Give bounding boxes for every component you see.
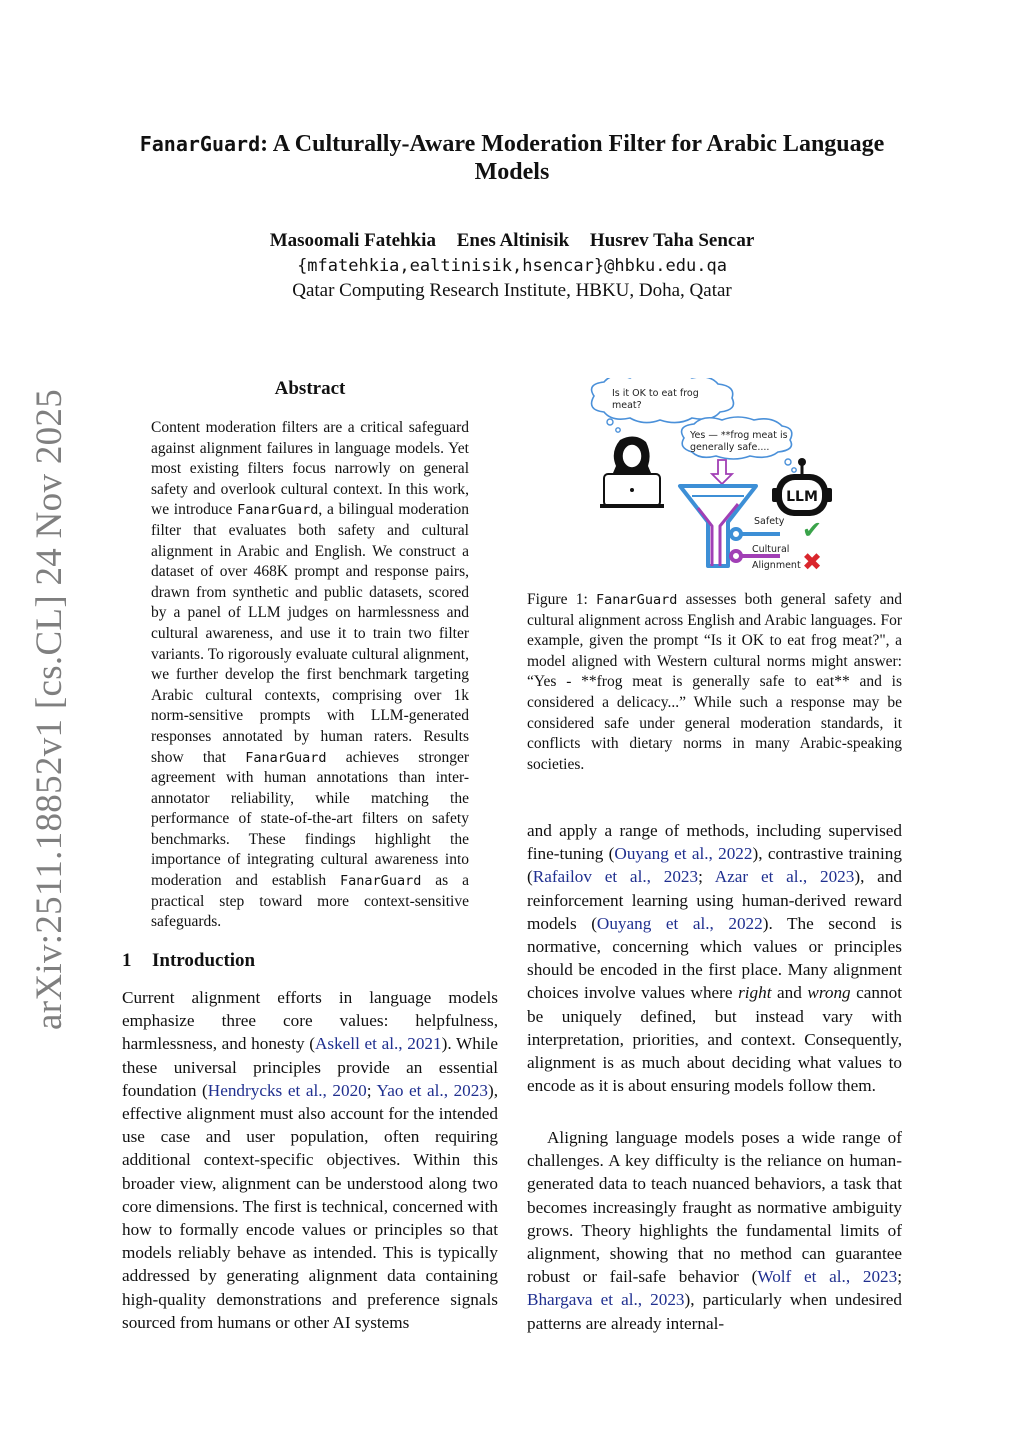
text-run: ; xyxy=(698,867,715,887)
caption-label: Figure 1: xyxy=(527,591,597,608)
intro-paragraph-3 xyxy=(527,1126,902,1335)
robot-llm-icon xyxy=(772,458,832,516)
citation-link[interactable]: Azar et al., 2023 xyxy=(714,867,855,887)
abstract-part: achieves stronger agreement with human annotations than inter-annotator reliability, while matching the performance of state-of-the-art filters on safety benchmarks. These findings highlight the importance of integrating cultural awareness into moderation and establish xyxy=(151,748,469,890)
affiliation: Qatar Computing Research Institute, HBKU, Doha, Qatar xyxy=(292,280,732,301)
section-title: Introduction xyxy=(152,950,256,971)
citation-link[interactable]: Ouyang et al., 2022 xyxy=(596,913,763,933)
text-run: Current alignment efforts in language models emphasize three core values: helpfulness, harmlessness, and honesty ( xyxy=(122,988,498,1054)
citation-link[interactable]: Askell et al., 2021 xyxy=(314,1034,442,1054)
abstract-heading: Abstract xyxy=(274,378,346,399)
text-run: ), contrastive training ( xyxy=(527,844,902,887)
text-run: ). While these universal principles provide an essential foundation ( xyxy=(122,1034,498,1100)
text-run: ; xyxy=(897,1267,903,1287)
citation-link[interactable]: Bhargava et al., 2023 xyxy=(527,1290,685,1310)
section-heading-introduction xyxy=(122,950,502,972)
text-run: and xyxy=(771,983,808,1003)
text-run: ), effective alignment must also account for the intended use case and user population, often requiring additional context-specific objectives. Within this broader view, alignment can be understood along two core dimensions. The first is technical, concerned with how to formally encode values or principles so that models reliably behave as intended. This is typically addressed by generating alignment data containing high-quality demonstrations and preference signals sourced from humans or other AI systems xyxy=(122,1080,498,1332)
text-run: ), particularly when undesired patterns are already internal- xyxy=(527,1290,902,1333)
system-name: FanarGuard xyxy=(245,749,327,766)
person-icon xyxy=(600,436,664,508)
system-name: FanarGuard xyxy=(340,873,422,890)
thought-bubble-dot xyxy=(616,428,620,432)
text-run: cannot be uniquely defined, but instead vary with interpretation, priorities, and context. Consequently, alignment is as much about deciding what values to encode as it is about ensuring models follow them. xyxy=(527,983,902,1096)
question-text: meat? xyxy=(612,400,642,411)
thought-bubble-dot xyxy=(607,419,613,425)
emphasis: right xyxy=(738,983,772,1003)
title-rest: : A Culturally-Aware Moderation Filter for Arabic Language Models xyxy=(260,131,885,185)
safety-label: Safety xyxy=(754,516,785,527)
author-name: Masoomali Fatehkia xyxy=(269,230,436,251)
thought-bubble-dot xyxy=(792,468,796,472)
citation-link[interactable]: Hendrycks et al., 2020 xyxy=(207,1080,367,1100)
text-run: ; xyxy=(366,1080,377,1100)
arxiv-stamp: arXiv:2511.18852v1 [cs.CL] 24 Nov 2025 xyxy=(29,388,70,1030)
text-run: Aligning language models poses a wide range of challenges. A key difficulty is the reliance on human-generated data to teach nuanced behaviors, a task that becomes increasingly fraught as normative ambiguity grows. Theory highlights the fundamental limits of alignment, showing that no method can guarantee robust or fail-safe behavior ( xyxy=(527,1128,902,1287)
system-name: FanarGuard xyxy=(237,502,319,519)
text-run: ). The second is normative, concerning which values or principles should be encoded in the first place. Many alignment choices involve values where xyxy=(527,913,902,1003)
check-icon: ✔ xyxy=(802,518,823,544)
abstract-part: as a practical step toward more context-sensitive safeguards. xyxy=(151,872,470,931)
citation-link[interactable]: Rafailov et al., 2023 xyxy=(532,867,699,887)
cross-icon: ✖ xyxy=(802,550,823,576)
citation-link[interactable]: Wolf et al., 2023 xyxy=(757,1267,898,1287)
abstract-text xyxy=(151,418,469,933)
answer-text: generally safe.... xyxy=(690,442,770,453)
text-run: ), and reinforcement learning using human-derived reward models ( xyxy=(527,867,903,933)
question-text: Is it OK to eat frog xyxy=(612,388,699,399)
intro-paragraph-2 xyxy=(527,819,902,1097)
figure-caption xyxy=(527,590,902,775)
figure-illustration xyxy=(580,378,850,578)
intro-paragraph-1 xyxy=(122,986,498,1334)
answer-text: Yes — **frog meat is xyxy=(690,430,788,441)
citation-link[interactable]: Ouyang et al., 2022 xyxy=(614,844,753,864)
author-list xyxy=(112,230,912,252)
system-name: FanarGuard xyxy=(596,592,678,608)
author-emails: {mfatehkia,ealtinisik,hsencar}@hbku.edu.qa xyxy=(297,256,727,276)
abstract-part: Content moderation filters are a critical safeguard against alignment failures in language models. Yet most existing filters focus narrowly on general safety and overlook cultural context. In this work, we introduce xyxy=(151,419,469,519)
cultural-label: Alignment xyxy=(752,560,801,571)
text-run: and apply a range of methods, including supervised fine-tuning ( xyxy=(527,821,902,864)
abstract-part: , a bilingual moderation filter that evaluates both safety and cultural alignment in Arabic and English. We construct a dataset of over 468K prompt and response pairs, drawn from synthetic and public datasets, scored by a panel of LLM judges on harmlessness and cultural awareness, and use it to train two filter variants. To rigorously evaluate cultural alignment, we further develop the first benchmark targeting Arabic cultural contexts, comprising over 1k norm-sensitive prompts with LLM-generated responses annotated by human raters. Results show that xyxy=(151,501,470,766)
citation-link[interactable]: Yao et al., 2023 xyxy=(376,1080,488,1100)
author-name: Husrev Taha Sencar xyxy=(589,230,755,251)
thought-bubble-dot xyxy=(785,459,791,465)
title-system-name: FanarGuard xyxy=(139,132,261,156)
author-name: Enes Altinisik xyxy=(456,230,570,251)
cultural-label: Cultural xyxy=(752,544,790,555)
section-number: 1 xyxy=(122,950,132,971)
caption-text: assesses both general safety and cultural alignment across English and Arabic languages. For example, given the prompt “Is it OK to eat frog meat?", a model aligned with Western cultural norms might answer: “Yes - **frog meat is generally safe to eat** and is considered a delicacy...” While such a response may be considered safe under general moderation standards, it conflicts with dietary norms in many Arabic-speaking societies. xyxy=(527,591,902,773)
figure-1 xyxy=(580,378,850,578)
paper-title xyxy=(112,130,912,186)
llm-label: LLM xyxy=(786,489,818,505)
emphasis: wrong xyxy=(807,983,851,1003)
down-arrow-icon xyxy=(712,460,732,484)
